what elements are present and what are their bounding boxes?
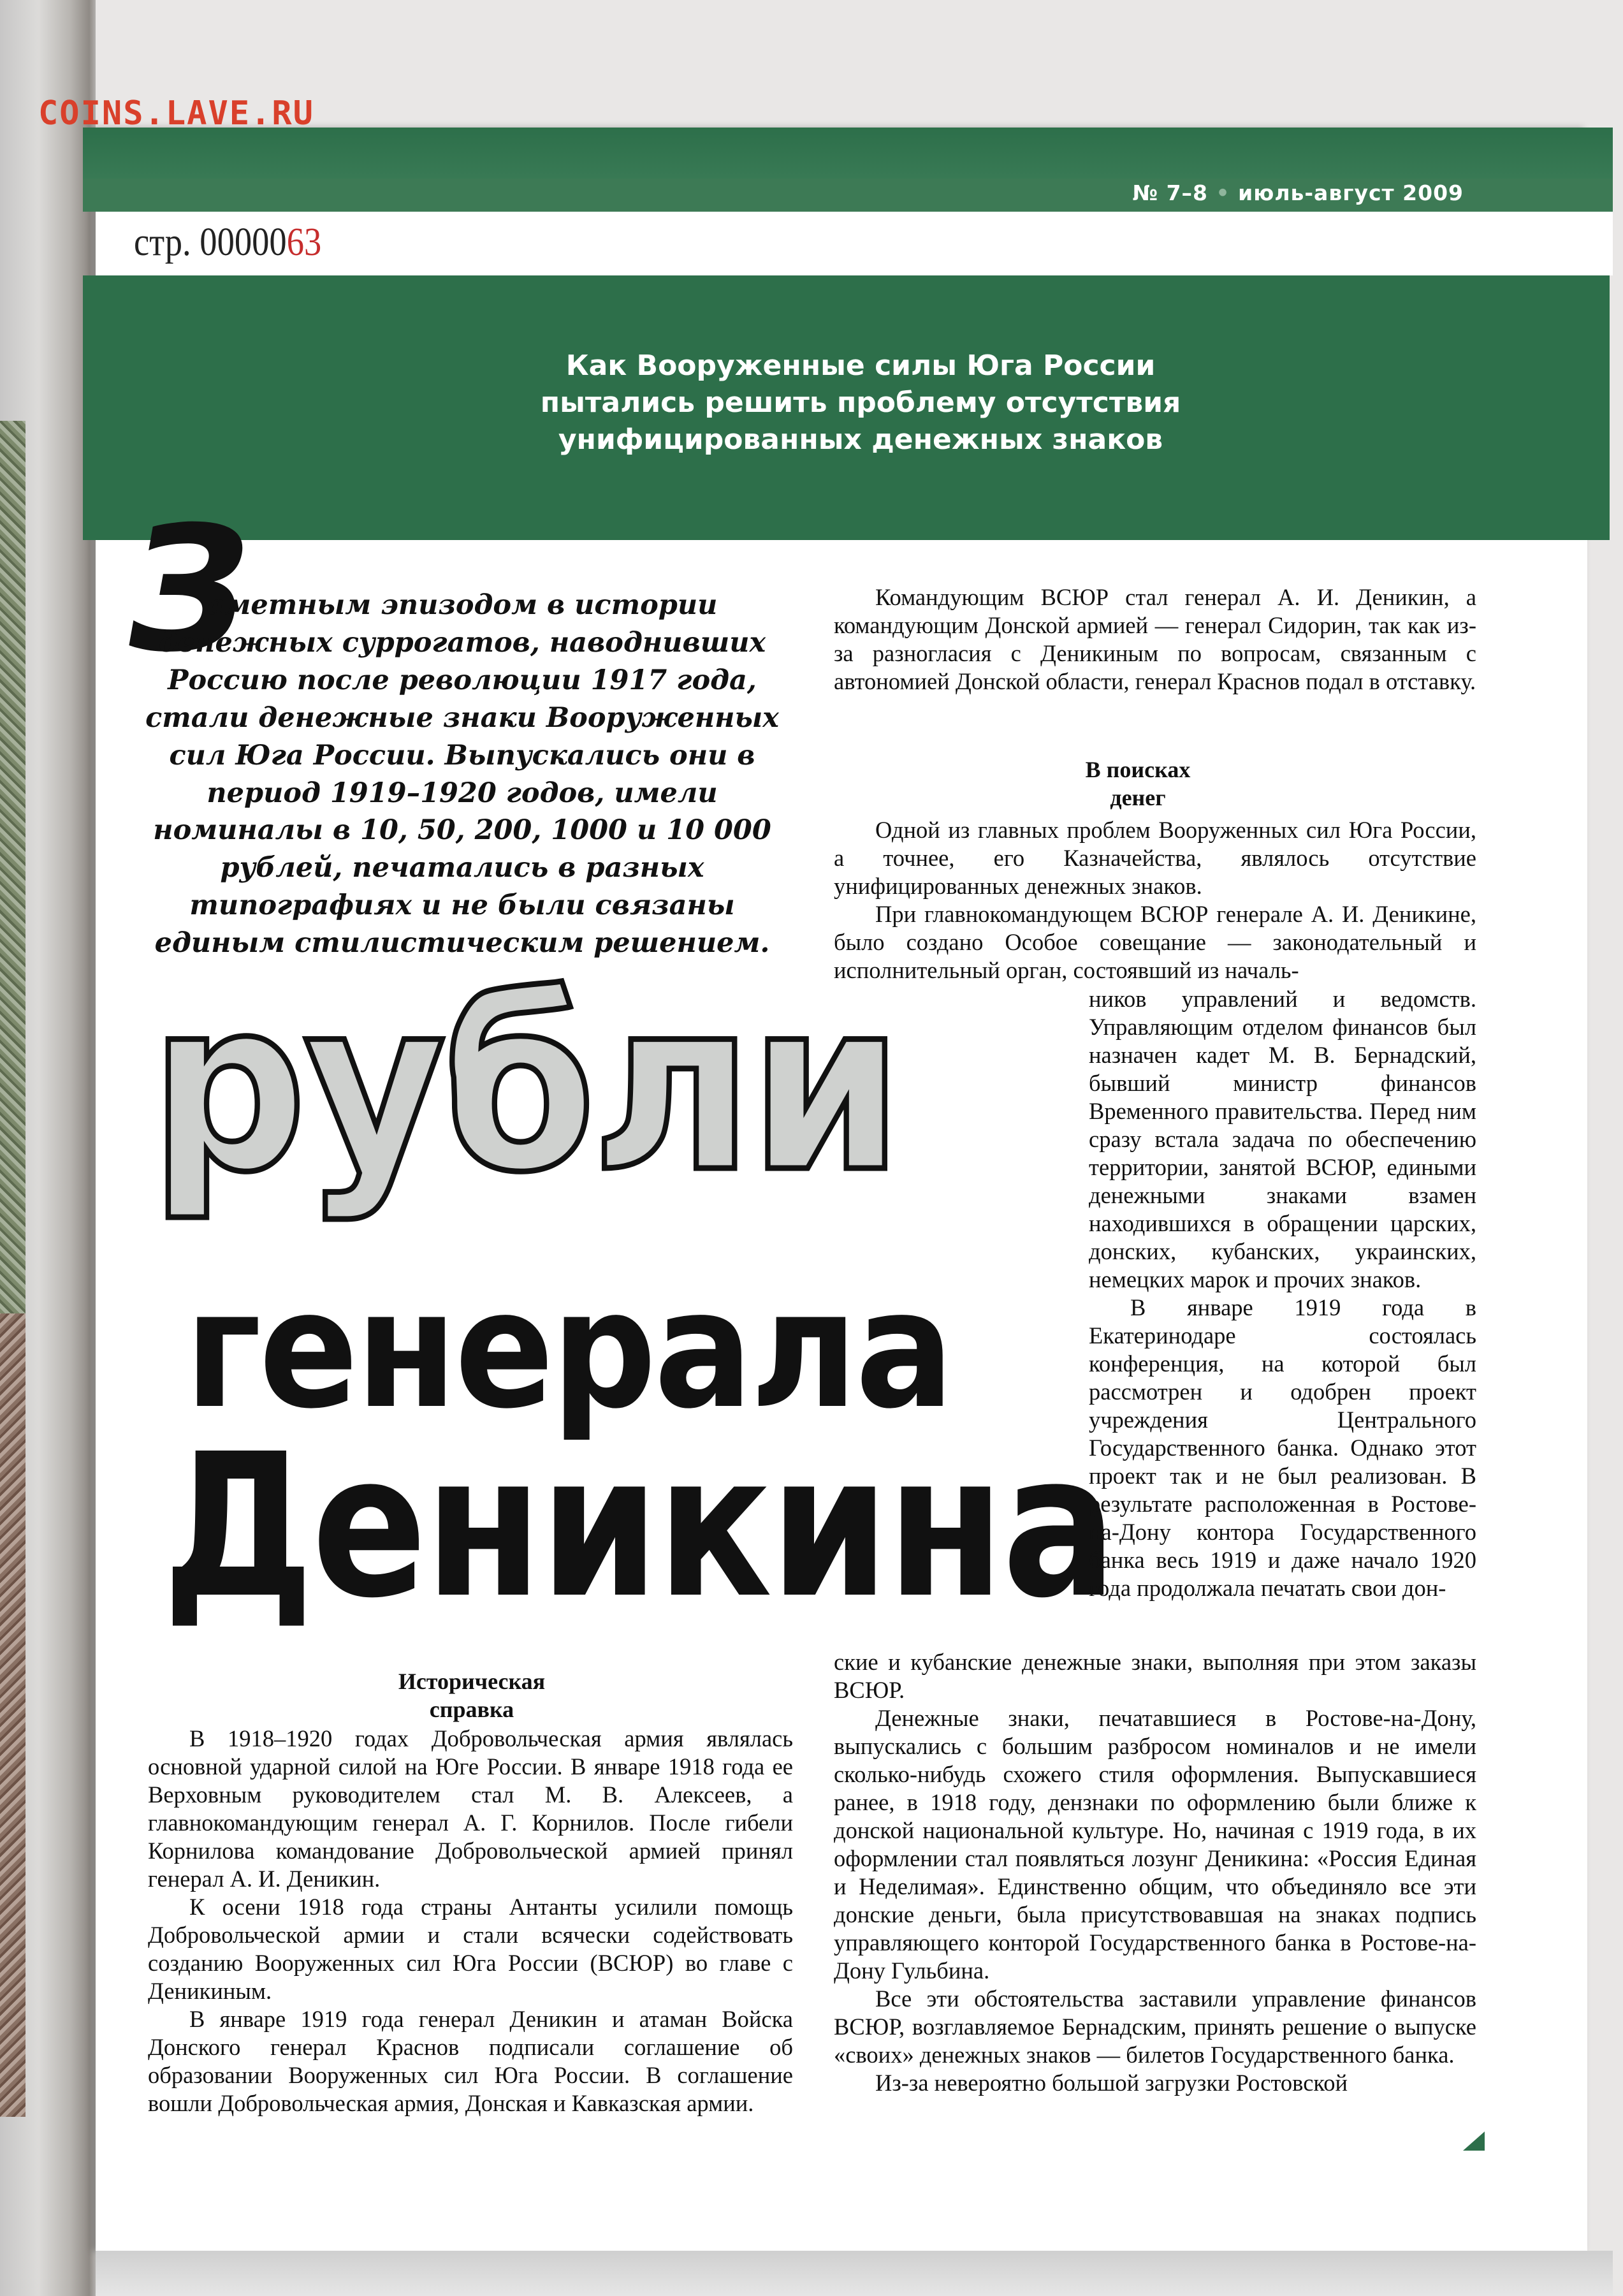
paragraph: В 1918–1920 годах Добровольческая армия являлась основной ударной силой на Юге России. В январе 1918 года ее Верховным руководителем стал М. В. Алексеев, а главнокомандующим генерал А. Г. Корнилов. После гибели Корнилова командование Добровольческой армией принял генерал А. И. Деникин. — [148, 1725, 793, 1892]
paragraph: В январе 1919 года генерал Деникин и атаман Войска Донского генерал Краснов подписали соглашение об образовании Вооруженных сил Юга России. В соглашение вошли Добровольческая армия, Донская и Кавказская армии. — [148, 2006, 793, 2116]
page-ref-prefix: стр. 00000 — [134, 221, 287, 264]
banner-subtitle — [408, 347, 1313, 458]
right-column-search — [834, 816, 1476, 984]
paragraph: При главнокомандующем ВСЮР генерале А. И. Деникине, было создано Особое совещание — законодательный и исполнительный орган, состоявший из началь- — [834, 901, 1476, 983]
section-heading-history — [357, 1667, 586, 1723]
banknote-edge-image — [0, 421, 25, 1313]
banner-line: унифицированных денежных знаков — [558, 423, 1163, 457]
history-column — [148, 1725, 793, 2117]
bullet-separator: • — [1216, 180, 1239, 205]
paragraph: ские и кубанские денежные знаки, выполняя при этом заказы ВСЮР. — [834, 1649, 1476, 1703]
section-heading-search — [994, 756, 1281, 812]
issue-date: июль-август 2009 — [1238, 180, 1464, 205]
right-column-lower — [834, 1648, 1476, 2097]
banknote-edge-image — [0, 1313, 25, 2117]
paragraph: ников управлений и ведомств. Управляющим отделом финансов был назначен кадет М. В. Бернадский, бывший министр финансов Временного правительства. Перед ним сразу встала задача по обеспечению территории, занятой ВСЮР, едиными денежными знаками взамен находившихся в обращении царских, донских, кубанских, украинских, немецких марок и прочих знаков. — [1089, 986, 1476, 1292]
page-ref-number: 63 — [286, 221, 322, 264]
continue-triangle-icon — [1463, 2131, 1485, 2151]
header-white-strip — [96, 212, 1613, 275]
paragraph: Одной из главных проблем Вооруженных сил Юга России, а точнее, его Казначейства, являлось отсутствие унифицированных денежных знаков. — [834, 817, 1476, 899]
paragraph: Денежные знаки, печатавшиеся в Ростове-на-Дону, выпускались с большим разбросом номиналов и не имели сколько-нибудь схожего стиля оформления. Выпускавшиеся ранее, в 1918 году, дензнаки по оформлению были ближе к донской национальной культуре. Но, начиная с 1919 года, в их оформлении стал появляться лозунг Деникина: «Россия Единая и Неделимая». Единственно общим, что объединяло все эти донские деньги, была присутствовавшая на знаках подпись управляющего конторой Государственного банка в Ростове-на-Дону Гульбина. — [834, 1705, 1476, 1984]
paragraph: Все эти обстоятельства заставили управление финансов ВСЮР, возглавляемое Бернадским, принять решение о выпуске «своих» денежных знаков — билетов Государственного банка. — [834, 1985, 1476, 2068]
paragraph: Командующим ВСЮР стал генерал А. И. Деникин, а командующим Донской армией — генерал Сидорин, так как из-за разногласия с Деникиным по вопросам, связанным с автономией Донской области, генерал Краснов подал в отставку. — [834, 584, 1476, 694]
paragraph: В январе 1919 года в Екатеринодаре состоялась конференция, на которой был рассмотрен и одобрен проект учреждения Центрального Государственного банка. Однако этот проект так и не был реализован. В результате расположенная в Ростове-на-Дону контора Государственного банка весь 1919 и даже начало 1920 года продолжала печатать свои дон- — [1089, 1294, 1476, 1601]
paragraph: К осени 1918 года страны Антанты усилили помощь Добровольческой армии и стали всячески содействовать созданию Вооруженных сил Юга России (ВСЮР) во главе с Деникиным. — [148, 1894, 793, 2004]
right-column-narrow — [1089, 985, 1476, 1602]
headline-word-denikina: Деникина — [163, 1412, 1115, 1642]
headline-word-generala: генерала — [185, 1255, 952, 1445]
heading-line: справка — [429, 1697, 514, 1722]
site-watermark[interactable]: COINS.LAVE.RU — [38, 94, 314, 133]
lead-paragraph: аметным эпизодом в истории денежных суррогатов, наводнивших Россию после революции 1917 года, стали денежные знаки Вооруженных сил Юга России. Выпускались они в период 1919–1920 годов, имели номиналы в 10, 50, 200, 1000 и 10 000 рублей, печатались в разных типографиях и не были связаны единым стилистическим решением. — [145, 589, 779, 960]
banner-line: Как Вооруженные силы Юга России — [565, 349, 1156, 382]
headline-word-rubli: рубли — [150, 950, 900, 1224]
issue-info — [1132, 180, 1464, 205]
banner-line: пытались решить проблему отсутствия — [540, 386, 1181, 420]
heading-line: В поисках — [1085, 757, 1191, 782]
page-bottom-edge — [96, 2251, 1613, 2296]
heading-line: Историческая — [398, 1669, 546, 1694]
right-column-intro — [834, 583, 1476, 696]
page-reference — [134, 220, 321, 265]
heading-line: денег — [1110, 785, 1166, 810]
issue-number: № 7–8 — [1132, 180, 1209, 205]
drop-cap: З — [110, 489, 268, 690]
paragraph: Из-за невероятно большой загрузки Ростовской — [875, 2070, 1348, 2096]
